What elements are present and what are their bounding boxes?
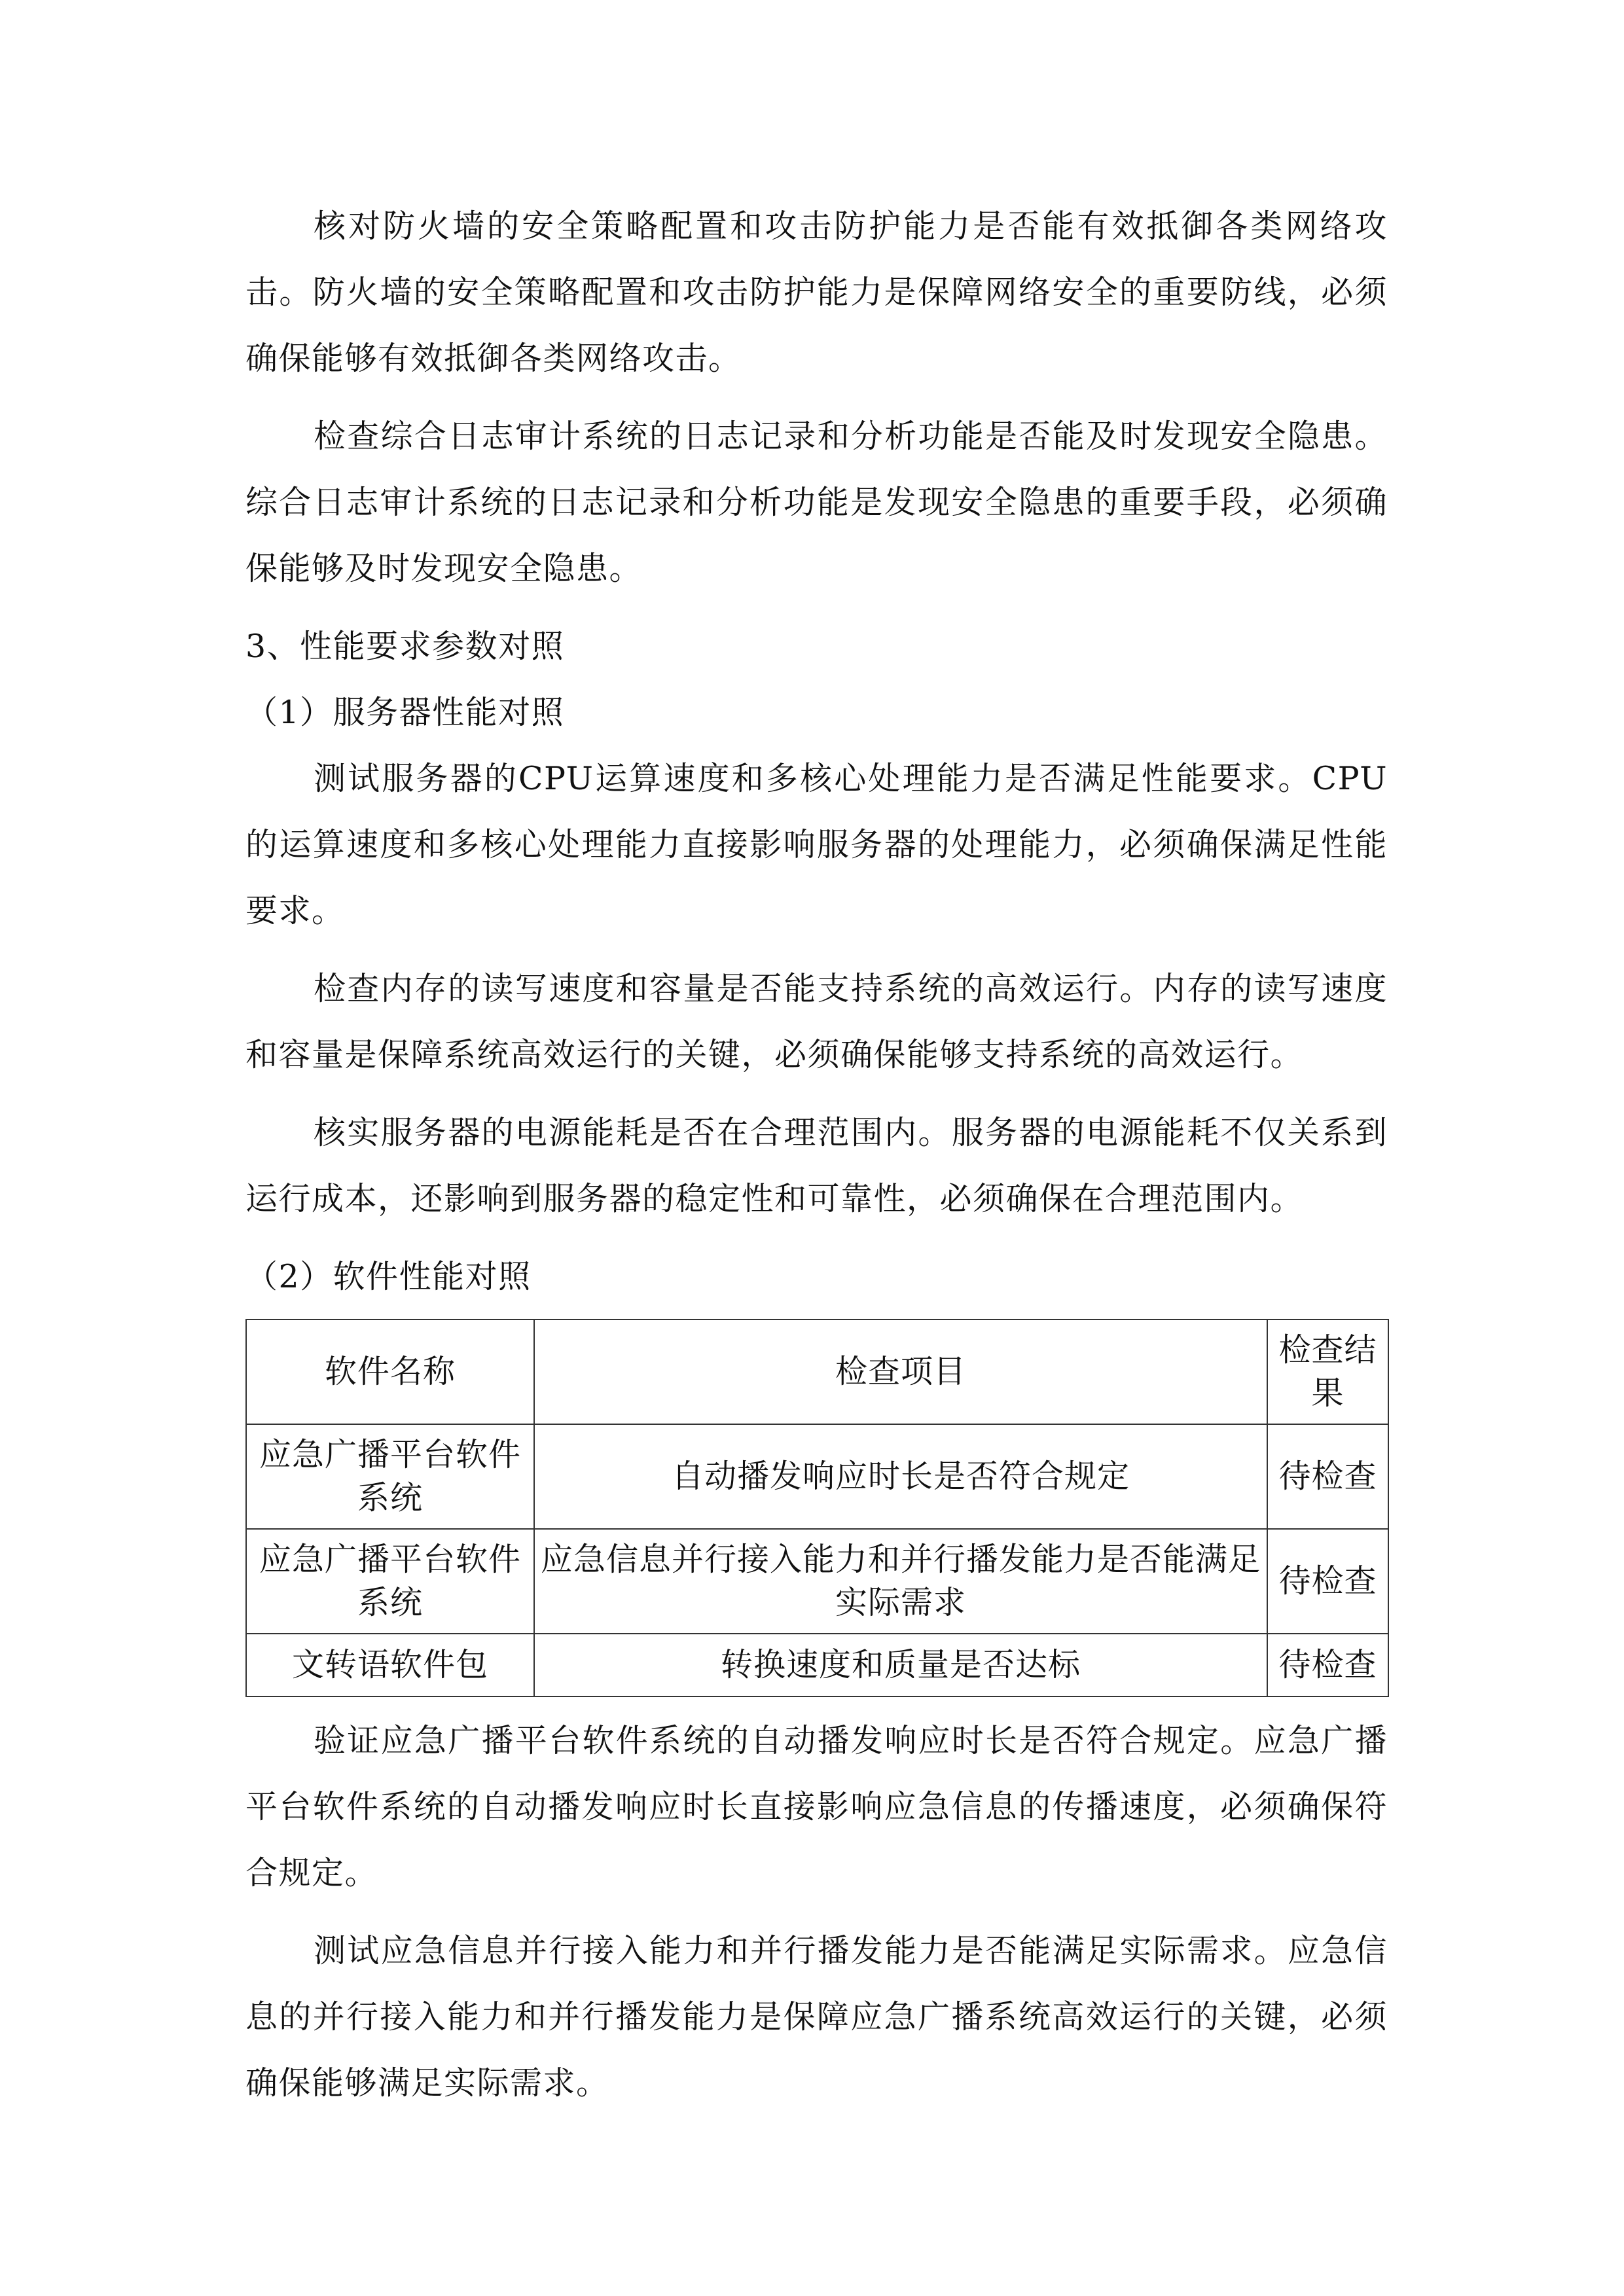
cell-software-name: 文转语软件包	[246, 1634, 534, 1696]
paragraph-memory: 检查内存的读写速度和容量是否能支持系统的高效运行。内存的读写速度和容量是保障系统高效运行的关键，必须确保能够支持系统的高效运行。	[245, 970, 1388, 1073]
paragraph-power: 核实服务器的电源能耗是否在合理范围内。服务器的电源能耗不仅关系到运行成本，还影响到服务器的稳定性和可靠性，必须确保在合理范围内。	[245, 1114, 1388, 1217]
subsection-heading-software: （2）软件性能对照	[245, 1258, 532, 1295]
cell-check-result: 待检查	[1267, 1634, 1388, 1696]
cell-check-item: 自动播发响应时长是否符合规定	[534, 1424, 1267, 1529]
table-row	[246, 1529, 1388, 1634]
table-header-row	[246, 1319, 1388, 1424]
document-page	[245, 193, 1388, 2128]
paragraph-broadcast-response: 验证应急广播平台软件系统的自动播发响应时长是否符合规定。应急广播平台软件系统的自动播发响应时长直接影响应急信息的传播速度，必须确保符合规定。	[245, 1722, 1388, 1892]
table-row	[246, 1424, 1388, 1529]
cell-check-item: 转换速度和质量是否达标	[534, 1634, 1267, 1696]
header-software-name: 软件名称	[246, 1319, 534, 1424]
software-performance-table	[245, 1319, 1389, 1697]
paragraph-log-audit: 检查综合日志审计系统的日志记录和分析功能是否能及时发现安全隐患。综合日志审计系统的日志记录和分析功能是发现安全隐患的重要手段，必须确保能够及时发现安全隐患。	[245, 418, 1388, 587]
section-heading: 3、性能要求参数对照	[245, 628, 565, 665]
cell-check-result: 待检查	[1267, 1424, 1388, 1529]
paragraph-cpu: 测试服务器的CPU运算速度和多核心处理能力是否满足性能要求。CPU的运算速度和多核心处理能力直接影响服务器的处理能力，必须确保满足性能要求。	[245, 760, 1388, 929]
cell-check-item: 应急信息并行接入能力和并行播发能力是否能满足实际需求	[534, 1529, 1267, 1634]
cell-software-name: 应急广播平台软件系统	[246, 1424, 534, 1529]
table-row	[246, 1634, 1388, 1696]
cell-check-result: 待检查	[1267, 1529, 1388, 1634]
header-check-item: 检查项目	[534, 1319, 1267, 1424]
subsection-heading-server: （1）服务器性能对照	[245, 694, 565, 731]
paragraph-parallel-capability: 测试应急信息并行接入能力和并行播发能力是否能满足实际需求。应急信息的并行接入能力和并行播发能力是保障应急广播系统高效运行的关键，必须确保能够满足实际需求。	[245, 1932, 1388, 2102]
cell-software-name: 应急广播平台软件系统	[246, 1529, 534, 1634]
header-check-result: 检查结果	[1267, 1319, 1388, 1424]
paragraph-firewall: 核对防火墙的安全策略配置和攻击防护能力是否能有效抵御各类网络攻击。防火墙的安全策略配置和攻击防护能力是保障网络安全的重要防线，必须确保能够有效抵御各类网络攻击。	[245, 207, 1388, 377]
